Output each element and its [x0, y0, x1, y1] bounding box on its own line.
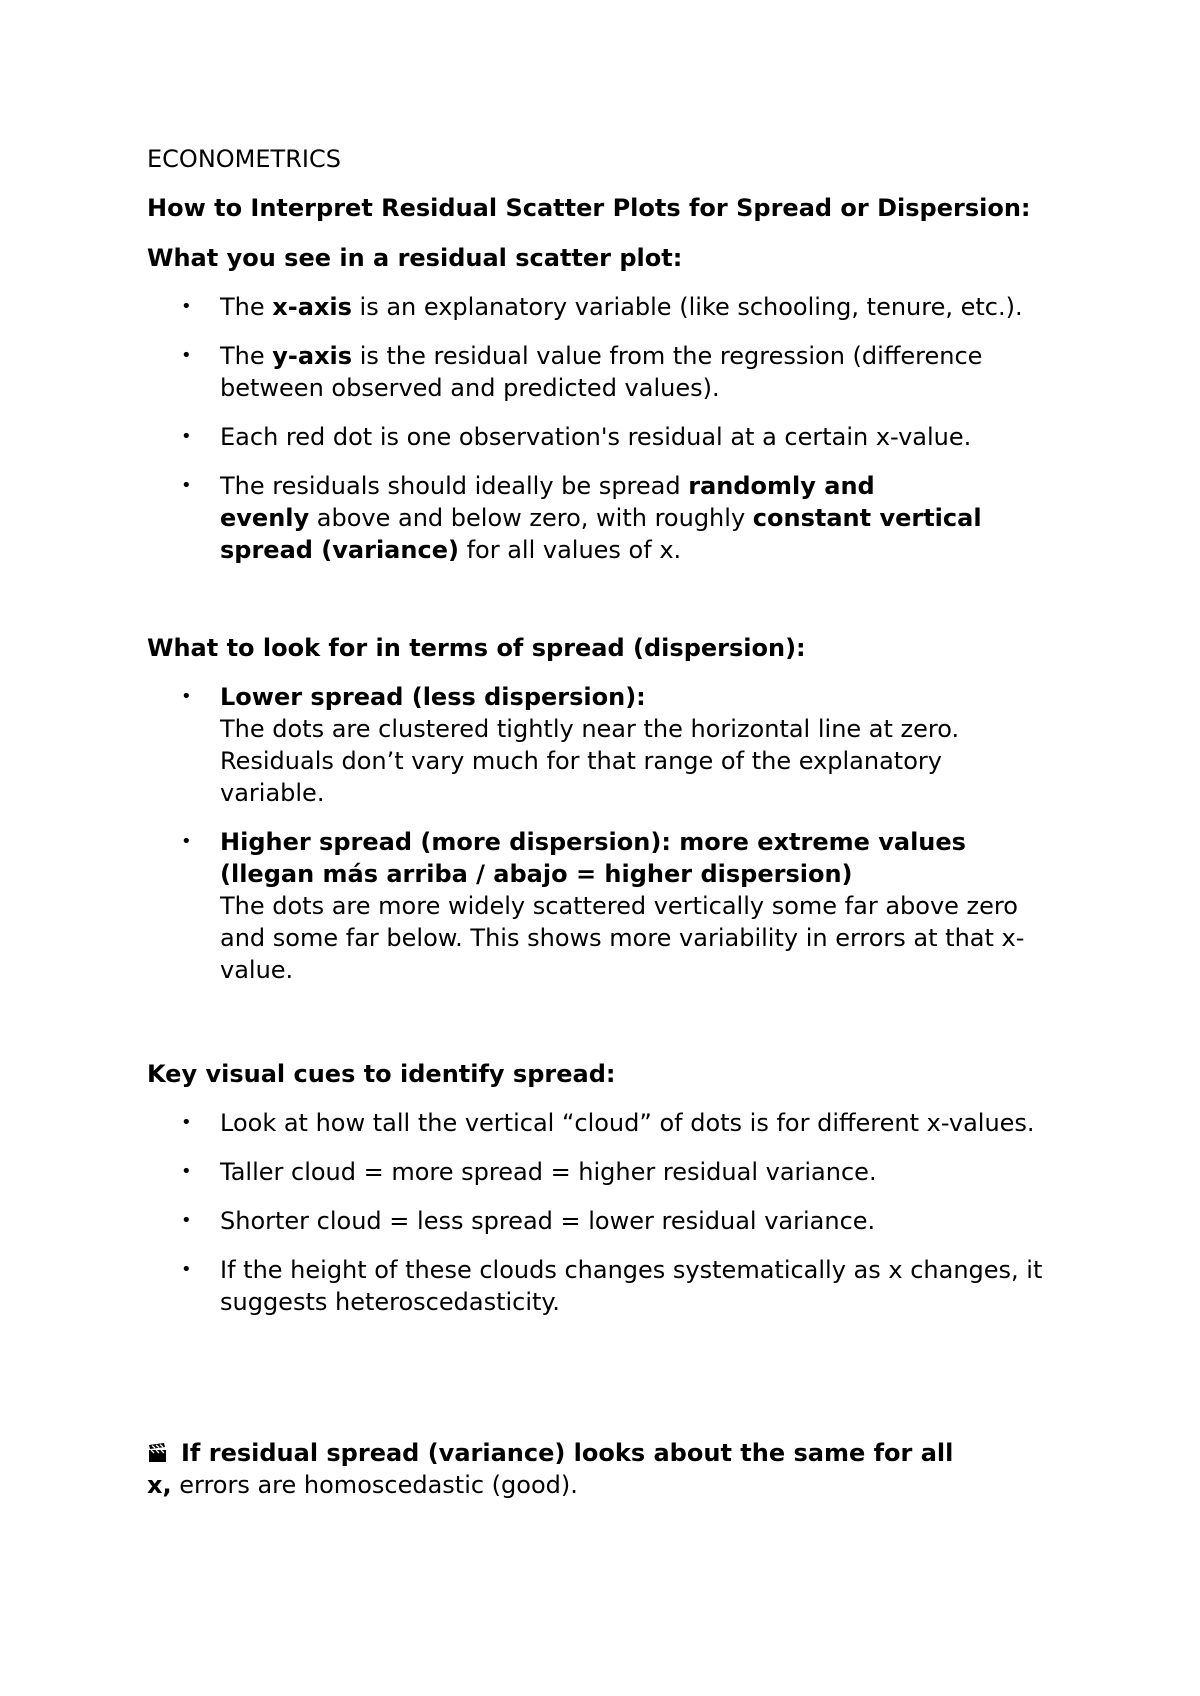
- conclusion-line-2: x, errors are homoscedastic (good).: [147, 1471, 578, 1499]
- conclusion-line-1: If residual spread (variance) looks about the same for all: [147, 1437, 953, 1469]
- section-heading-what-you-see: What you see in a residual scatter plot:: [147, 244, 683, 272]
- bullet-icon: •: [181, 686, 192, 707]
- bullet-icon: •: [181, 345, 192, 366]
- document-title: How to Interpret Residual Scatter Plots for Spread or Dispersion:: [147, 194, 1031, 222]
- section-heading-what-to-look-for: What to look for in terms of spread (dispersion):: [147, 634, 806, 662]
- bullet-icon: •: [181, 475, 192, 496]
- bullet-icon: •: [181, 1259, 192, 1280]
- bullet-icon: •: [181, 296, 192, 317]
- bullet-icon: •: [181, 426, 192, 447]
- bullet-icon: •: [181, 1161, 192, 1182]
- bullet-icon: •: [181, 1210, 192, 1231]
- clapperboard-icon: [147, 1439, 169, 1457]
- subject-label: ECONOMETRICS: [147, 145, 341, 173]
- bullet-icon: •: [181, 831, 192, 852]
- bullet-icon: •: [181, 1112, 192, 1133]
- section-heading-key-visual-cues: Key visual cues to identify spread:: [147, 1060, 616, 1088]
